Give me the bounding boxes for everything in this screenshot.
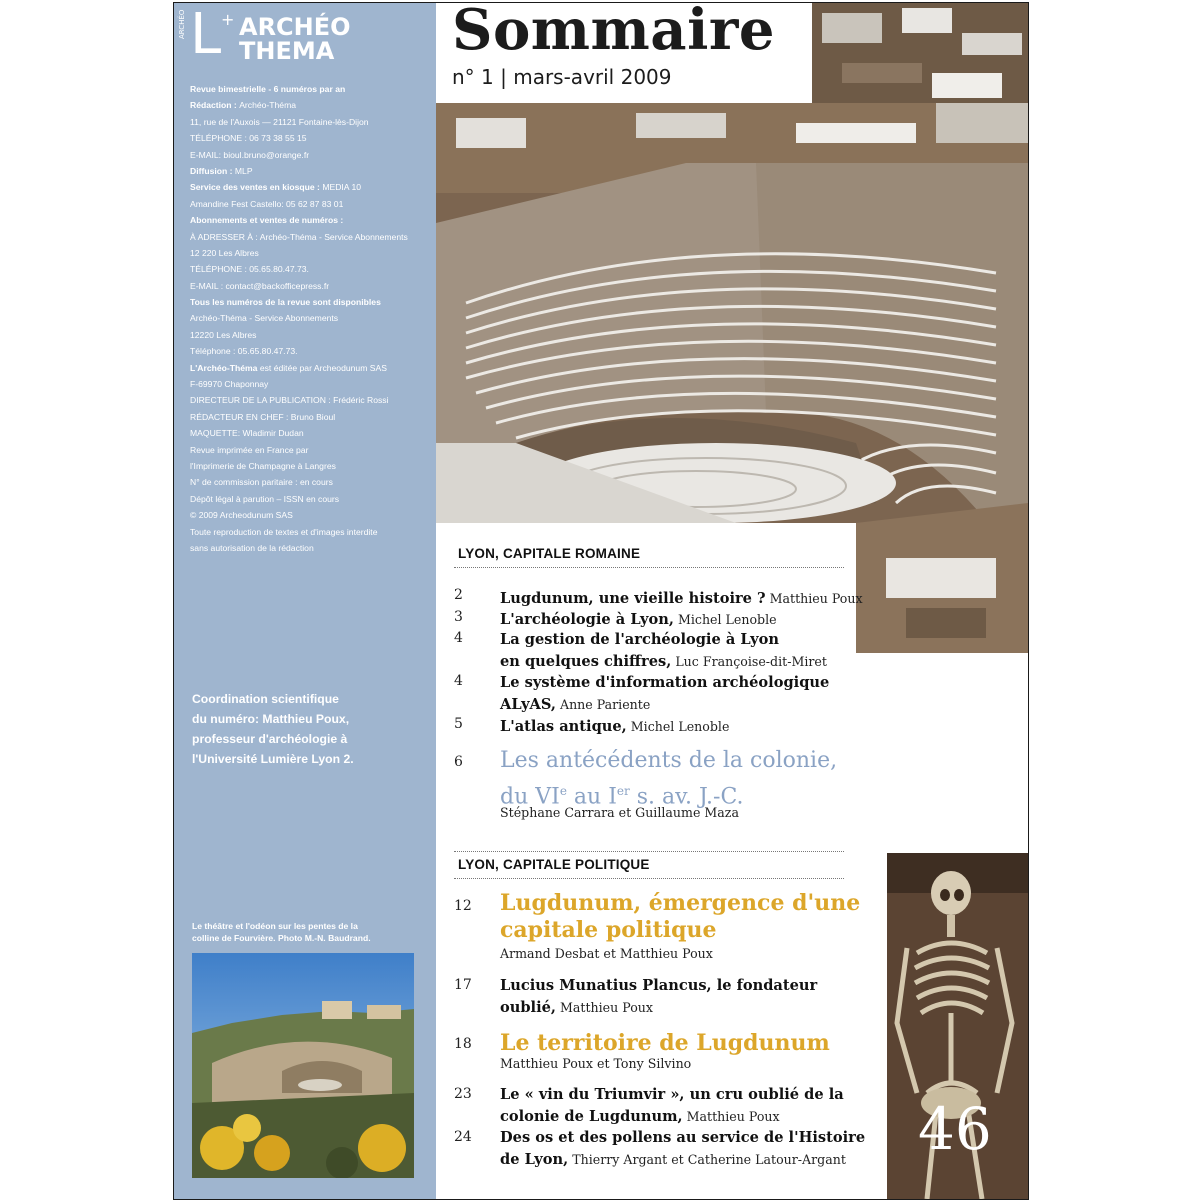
archeo-thema-logo xyxy=(178,2,390,67)
colophon-line: Rédaction : Archéo-Théma xyxy=(190,100,297,111)
toc-entry[interactable] xyxy=(500,608,777,629)
toc-page-number: 12 xyxy=(454,898,472,914)
toc-page-number: 6 xyxy=(454,754,463,770)
toc-entry-author: Thierry Argant et Catherine Latour-Argant xyxy=(568,1152,846,1167)
colophon-text xyxy=(190,81,430,556)
toc-entry-title: Lugdunum, une vieille histoire ? xyxy=(500,590,766,607)
toc-entry-title: Lucius Munatius Plancus, le fondateur xyxy=(500,977,818,994)
toc-entry[interactable] xyxy=(500,672,829,714)
toc-entry-title: Le territoire de Lugdunum xyxy=(500,1030,830,1056)
page-header xyxy=(436,3,812,103)
toc-entry-title: de Lyon, xyxy=(500,1151,569,1168)
logo-word-archeo: ARCHÉO xyxy=(239,13,351,41)
colophon-line: Archéo-Théma - Service Abonnements xyxy=(190,313,339,324)
toc-entry-author: Matthieu Poux xyxy=(765,591,863,606)
toc-entry-title: Le système d'information archéologique xyxy=(500,674,830,691)
toc-page-number: 4 xyxy=(454,673,463,689)
toc-entry-author: Matthieu Poux xyxy=(556,1000,654,1015)
toc-entry-author: Michel Lenoble xyxy=(673,612,777,627)
toc-page-number: 4 xyxy=(454,630,463,646)
section-heading-capitale-romaine: LYON, CAPITALE ROMAINE xyxy=(458,546,641,561)
toc-page-number: 17 xyxy=(454,977,472,993)
colophon-line: MAQUETTE: Wladimir Dudan xyxy=(190,428,304,439)
toc-entry-title: oublié, xyxy=(500,999,557,1016)
colophon-line: E-MAIL: bioul.bruno@orange.fr xyxy=(190,149,310,160)
toc-entry-author: Armand Desbat et Matthieu Poux xyxy=(500,946,713,961)
colophon-line: Toute reproduction de textes et d'images interdite xyxy=(190,526,378,537)
section-heading-capitale-politique: LYON, CAPITALE POLITIQUE xyxy=(458,857,650,872)
colophon-line: TÉLÉPHONE : 05.65.80.47.73. xyxy=(190,264,309,275)
toc-entry-featured[interactable] xyxy=(500,890,860,944)
colophon-sidebar xyxy=(174,3,436,1199)
toc-entry[interactable] xyxy=(500,715,729,736)
toc-entry-featured[interactable] xyxy=(500,1030,830,1057)
section-divider xyxy=(454,878,844,879)
logo-plus: + xyxy=(221,10,235,29)
colophon-line: Diffusion : MLP xyxy=(190,165,253,176)
toc-page-number: 18 xyxy=(454,1036,472,1052)
toc-entry-title: du VIe au Ier s. av. J.-C. xyxy=(500,784,744,810)
toc-entry-title: L'atlas antique, xyxy=(500,718,627,735)
colophon-line: 11, rue de l'Auxois — 21121 Fontaine-lès-Dijon xyxy=(190,116,369,127)
toc-entry-featured[interactable] xyxy=(500,745,838,810)
toc-page-number: 23 xyxy=(454,1086,472,1102)
colophon-line: RÉDACTEUR EN CHEF : Bruno Bioul xyxy=(190,411,336,422)
colophon-line: DIRECTEUR DE LA PUBLICATION : Frédéric Rossi xyxy=(190,395,389,406)
logo-word-thema: THEMA xyxy=(239,37,335,65)
colophon-line: Revue bimestrielle - 6 numéros par an xyxy=(190,84,346,94)
toc-entry-title: ALyAS, xyxy=(500,696,556,713)
colophon-line: l'Imprimerie de Champagne à Langres xyxy=(190,460,336,471)
colophon-line: Amandine Fest Castello: 05 62 87 83 01 xyxy=(190,198,344,209)
colophon-line: E-MAIL : contact@backofficepress.fr xyxy=(190,280,330,291)
coordination-note xyxy=(192,689,432,769)
toc-entry[interactable] xyxy=(500,975,817,1017)
toc-entry[interactable] xyxy=(500,1127,865,1169)
toc-entry-title: Des os et des pollens au service de l'Histoire xyxy=(500,1129,866,1146)
toc-entry-title: capitale politique xyxy=(500,917,717,943)
section-divider xyxy=(454,851,844,852)
magazine-page xyxy=(173,2,1029,1200)
coordination-line: l'Université Lumière Lyon 2. xyxy=(192,752,354,766)
roman-theatre-photo xyxy=(436,103,1028,653)
coordination-line: professeur d'archéologie à xyxy=(192,732,348,746)
toc-page-number: 5 xyxy=(454,716,463,732)
toc-entry-title: L'archéologie à Lyon, xyxy=(500,611,674,628)
colophon-line: L'Archéo-Théma est éditée par Archeodunum SAS xyxy=(190,362,387,373)
toc-entry-author: Stéphane Carrara et Guillaume Maza xyxy=(500,805,739,820)
toc-page-number: 24 xyxy=(454,1129,472,1145)
caption-line: colline de Fourvière. Photo M.-N. Baudrand. xyxy=(192,933,371,943)
toc-page-number: 3 xyxy=(454,609,463,625)
toc-entry-author: Luc Françoise-dit-Miret xyxy=(671,654,827,669)
colophon-line: TÉLÉPHONE : 06 73 38 55 15 xyxy=(190,133,307,144)
colophon-line: 12 220 Les Albres xyxy=(190,247,259,258)
coordination-line: Coordination scientifique xyxy=(192,692,339,706)
toc-page-number: 2 xyxy=(454,587,463,603)
section-divider xyxy=(454,567,844,568)
toc-entry-title: en quelques chiffres, xyxy=(500,653,672,670)
colophon-line: 12220 Les Albres xyxy=(190,329,257,340)
colophon-line: sans autorisation de la rédaction xyxy=(190,542,314,553)
toc-entry-title: colonie de Lugdunum, xyxy=(500,1108,683,1125)
colophon-line: À ADRESSER À : Archéo-Théma - Service Abonnements xyxy=(190,231,408,242)
logo-vertical-text: ARCHÉO xyxy=(178,9,186,39)
ruins-top-photo xyxy=(812,3,1028,103)
colophon-line: Abonnements et ventes de numéros : xyxy=(190,215,344,226)
page-number: 46 xyxy=(918,1095,992,1163)
toc-entry[interactable] xyxy=(500,587,863,608)
logo-letter: L xyxy=(190,2,222,67)
toc-entry-title: Le « vin du Triumvir », un cru oublié de la xyxy=(500,1086,844,1103)
coordination-line: du numéro: Matthieu Poux, xyxy=(192,712,350,726)
toc-entry-author: Matthieu Poux et Tony Silvino xyxy=(500,1056,692,1071)
toc-entry-title: La gestion de l'archéologie à Lyon xyxy=(500,631,779,648)
fourviere-theatre-photo xyxy=(192,953,414,1178)
caption-line: Le théâtre et l'odéon sur les pentes de la xyxy=(192,921,358,931)
colophon-line: N° de commission paritaire : en cours xyxy=(190,477,333,488)
colophon-line: © 2009 Archeodunum SAS xyxy=(190,510,293,521)
colophon-line: Service des ventes en kiosque : MEDIA 10 xyxy=(190,182,362,193)
toc-entry-author: Anne Pariente xyxy=(555,697,651,712)
colophon-line: Dépôt légal à parution – ISSN en cours xyxy=(190,493,340,504)
toc-entry-title: Les antécédents de la colonie, xyxy=(500,748,838,773)
toc-entry[interactable] xyxy=(500,1084,844,1126)
issue-info: n° 1 | mars-avril 2009 xyxy=(452,65,672,89)
toc-entry-author: Matthieu Poux xyxy=(682,1109,780,1124)
toc-entry-author: Michel Lenoble xyxy=(626,719,730,734)
toc-entry[interactable] xyxy=(500,629,827,671)
colophon-line: F-69970 Chaponnay xyxy=(190,379,269,390)
colophon-line: Téléphone : 05.65.80.47.73. xyxy=(190,346,298,357)
toc-entry-title: Lugdunum, émergence d'une xyxy=(500,890,861,916)
page-title: Sommaire xyxy=(452,2,775,63)
colophon-line: Revue imprimée en France par xyxy=(190,444,309,455)
photo-caption xyxy=(192,920,432,944)
colophon-line: Tous les numéros de la revue sont disponibles xyxy=(190,297,381,308)
